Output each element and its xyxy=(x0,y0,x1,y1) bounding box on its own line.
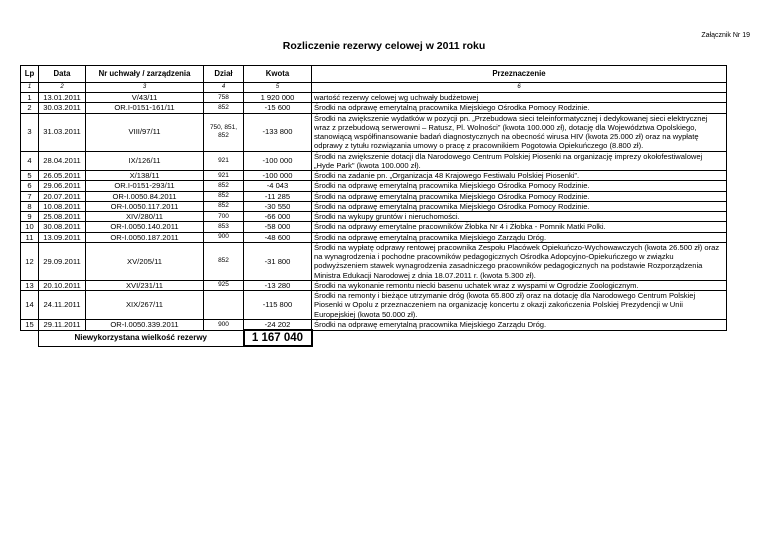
cell-amount: -24 202 xyxy=(244,319,312,330)
cell-purpose: Środki na odprawę emerytalną pracownika Miejskiego Ośrodka Pomocy Rodzinie. xyxy=(312,181,727,191)
cell-resolution-number: OR-I.0050.187.2011 xyxy=(86,232,204,242)
cell-division: 750, 851, 852 xyxy=(204,113,244,151)
cell-purpose: Środki na wykupy gruntów i nieruchomości. xyxy=(312,212,727,222)
cell-date: 13.09.2011 xyxy=(39,232,86,242)
cell-amount: -66 000 xyxy=(244,212,312,222)
summary-total: 1 167 040 xyxy=(244,330,312,346)
cell-date: 20.10.2011 xyxy=(39,280,86,290)
summary-spacer xyxy=(312,330,727,346)
cell-purpose: Środki na odprawy emerytalne pracowników Żłobka Nr 4 i Żłobka - Pomnik Matki Polki. xyxy=(312,222,727,232)
summary-row xyxy=(21,330,727,346)
cell-date: 28.04.2011 xyxy=(39,151,86,171)
cell-lp: 9 xyxy=(21,212,39,222)
cell-amount: -4 043 xyxy=(244,181,312,191)
cell-amount: -48 600 xyxy=(244,232,312,242)
cell-date: 20.07.2011 xyxy=(39,191,86,201)
cell-date: 29.11.2011 xyxy=(39,319,86,330)
cell-division xyxy=(204,291,244,320)
cell-resolution-number: OR.I-0151-293/11 xyxy=(86,181,204,191)
table-row xyxy=(21,222,727,232)
cell-lp: 15 xyxy=(21,319,39,330)
table-row xyxy=(21,103,727,113)
cell-resolution-number: OR-I.0050.84.2011 xyxy=(86,191,204,201)
cell-amount: -115 800 xyxy=(244,291,312,320)
cell-division: 921 xyxy=(204,151,244,171)
cell-resolution-number: XVI/231/11 xyxy=(86,280,204,290)
cell-purpose: wartość rezerwy celowej wg uchwały budżetowej xyxy=(312,93,727,103)
cell-division: 921 xyxy=(204,171,244,181)
header-kwota: Kwota xyxy=(244,66,312,83)
cell-lp: 10 xyxy=(21,222,39,232)
attachment-label: Załącznik Nr 19 xyxy=(701,32,750,39)
table-row xyxy=(21,212,727,222)
table-row xyxy=(21,280,727,290)
cell-lp: 6 xyxy=(21,181,39,191)
cell-division: 900 xyxy=(204,319,244,330)
table-row xyxy=(21,319,727,330)
cell-amount: -100 000 xyxy=(244,171,312,181)
cell-division: 925 xyxy=(204,280,244,290)
cell-amount: -13 280 xyxy=(244,280,312,290)
cell-lp: 13 xyxy=(21,280,39,290)
table-row xyxy=(21,113,727,151)
cell-lp: 12 xyxy=(21,242,39,280)
cell-division: 852 xyxy=(204,103,244,113)
header-lp: Lp xyxy=(21,66,39,83)
cell-amount: -15 600 xyxy=(244,103,312,113)
cell-purpose: Środki na wykonanie remontu niecki basenu uchatek wraz z wyspami w Ogrodzie Zoologicznym. xyxy=(312,280,727,290)
cell-lp: 1 xyxy=(21,93,39,103)
summary-spacer xyxy=(21,330,39,346)
cell-date: 29.06.2011 xyxy=(39,181,86,191)
cell-date: 30.08.2011 xyxy=(39,222,86,232)
cell-date: 25.08.2011 xyxy=(39,212,86,222)
cell-resolution-number: VIII/97/11 xyxy=(86,113,204,151)
cell-resolution-number: OR-I.0050.117.2011 xyxy=(86,201,204,211)
table-row xyxy=(21,242,727,280)
cell-amount: -11 285 xyxy=(244,191,312,201)
cell-purpose: Środki na odprawę emerytalną pracownika Miejskiego Ośrodka Pomocy Rodzinie. xyxy=(312,191,727,201)
cell-amount: -30 550 xyxy=(244,201,312,211)
cell-date: 26.05.2011 xyxy=(39,171,86,181)
cell-resolution-number: XIV/280/11 xyxy=(86,212,204,222)
cell-resolution-number: XIX/267/11 xyxy=(86,291,204,320)
cell-date: 13.01.2011 xyxy=(39,93,86,103)
cell-division: 758 xyxy=(204,93,244,103)
reserve-table xyxy=(20,65,727,347)
cell-lp: 2 xyxy=(21,103,39,113)
column-number: 4 xyxy=(204,83,244,93)
table-row xyxy=(21,151,727,171)
table-row xyxy=(21,191,727,201)
cell-resolution-number: XV/205/11 xyxy=(86,242,204,280)
column-number: 5 xyxy=(244,83,312,93)
cell-amount: 1 920 000 xyxy=(244,93,312,103)
cell-division: 852 xyxy=(204,242,244,280)
cell-division: 853 xyxy=(204,222,244,232)
cell-lp: 8 xyxy=(21,201,39,211)
cell-resolution-number: V/43/11 xyxy=(86,93,204,103)
cell-purpose: Środki na zwiększenie dotacji dla Narodowego Centrum Polskiej Piosenki na organizację imprezy okołofestiwalowej „Hyde Park” (kwota 100.000 zł). xyxy=(312,151,727,171)
cell-division: 852 xyxy=(204,201,244,211)
cell-resolution-number: OR.I-0151-161/11 xyxy=(86,103,204,113)
column-number-row xyxy=(21,83,727,93)
cell-purpose: Środki na odprawę emerytalną pracownika Miejskiego Zarządu Dróg. xyxy=(312,232,727,242)
cell-purpose: Środki na odprawę emerytalną pracownika Miejskiego Ośrodka Pomocy Rodzinie. xyxy=(312,201,727,211)
cell-date: 31.03.2011 xyxy=(39,113,86,151)
cell-purpose: Środki na zadanie pn. „Organizacja 48 Krajowego Festiwalu Polskiej Piosenki”. xyxy=(312,171,727,181)
cell-resolution-number: OR-I.0050.140.2011 xyxy=(86,222,204,232)
header-row xyxy=(21,66,727,83)
table-row xyxy=(21,181,727,191)
cell-division: 852 xyxy=(204,191,244,201)
table-row xyxy=(21,232,727,242)
header-dzial: Dział xyxy=(204,66,244,83)
cell-purpose: Środki na odprawę emerytalną pracownika Miejskiego Ośrodka Pomocy Rodzinie. xyxy=(312,103,727,113)
column-number: 6 xyxy=(312,83,727,93)
cell-amount: -31 800 xyxy=(244,242,312,280)
cell-lp: 14 xyxy=(21,291,39,320)
cell-purpose: Środki na odprawę emerytalną pracownika Miejskiego Zarządu Dróg. xyxy=(312,319,727,330)
table-row xyxy=(21,93,727,103)
column-number: 1 xyxy=(21,83,39,93)
cell-amount: -58 000 xyxy=(244,222,312,232)
table-row xyxy=(21,171,727,181)
cell-lp: 5 xyxy=(21,171,39,181)
cell-date: 10.08.2011 xyxy=(39,201,86,211)
column-number: 3 xyxy=(86,83,204,93)
cell-division: 700 xyxy=(204,212,244,222)
cell-lp: 11 xyxy=(21,232,39,242)
cell-purpose: Środki na zwiększenie wydatków w pozycji pn. „Przebudowa sieci teleinformatycznej i dedykowanej sieci elektrycznej wraz z przebudową serwerowni – Ratusz, Pl. Wolności” (kwota 100.000 zł), dotację dla Województwa Opolskiego, stanowiącą współfinansowanie badań diagnostycznych na obecność wirusa HIV (kwota 25.000 zł) oraz na wypłatę odprawy z tytułu rozwiązania umowy o pracę z pracownikiem Pogotowia Opiekuńczego (8.800 zł). xyxy=(312,113,727,151)
cell-lp: 4 xyxy=(21,151,39,171)
page-title: Rozliczenie rezerwy celowej w 2011 roku xyxy=(282,40,486,52)
cell-date: 30.03.2011 xyxy=(39,103,86,113)
header-data: Data xyxy=(39,66,86,83)
cell-lp: 3 xyxy=(21,113,39,151)
header-przeznaczenie: Przeznaczenie xyxy=(312,66,727,83)
cell-lp: 7 xyxy=(21,191,39,201)
table-row xyxy=(21,291,727,320)
cell-date: 29.09.2011 xyxy=(39,242,86,280)
cell-resolution-number: IX/126/11 xyxy=(86,151,204,171)
cell-division: 900 xyxy=(204,232,244,242)
cell-resolution-number: X/138/11 xyxy=(86,171,204,181)
cell-purpose: Środki na wypłatę odprawy rentowej pracownika Zespołu Placówek Opiekuńczo-Wychowawczych (kwota 26.500 zł) oraz na wynagrodzenia i pochodne pracowników pedagogicznych Ośrodka Adopcyjno-Opiekuńczego w związku podwyższeniem stawek wynagrodzenia zasadniczego pracowników pedagogicznych na podstawie Rozporządzenia Ministra Edukacji Narodowej z dnia 18.07.2011 r. (kwota 5.300 zł). xyxy=(312,242,727,280)
cell-division: 852 xyxy=(204,181,244,191)
table-row xyxy=(21,201,727,211)
cell-resolution-number: OR-I.0050.339.2011 xyxy=(86,319,204,330)
header-nr: Nr uchwały / zarządzenia xyxy=(86,66,204,83)
cell-amount: -133 800 xyxy=(244,113,312,151)
column-number: 2 xyxy=(39,83,86,93)
cell-date: 24.11.2011 xyxy=(39,291,86,320)
summary-label: Niewykorzystana wielkość rezerwy xyxy=(39,330,244,346)
cell-amount: -100 000 xyxy=(244,151,312,171)
cell-purpose: Środki na remonty i bieżące utrzymanie dróg (kwota 65.800 zł) oraz na dotację dla Narodowego Centrum Polskiej Piosenki w Opolu z przeznaczeniem na organizację koncertu z okazji zakończenia Polskiej Prezydencji w Unii Europejskiej (kwota 50.000 zł). xyxy=(312,291,727,320)
